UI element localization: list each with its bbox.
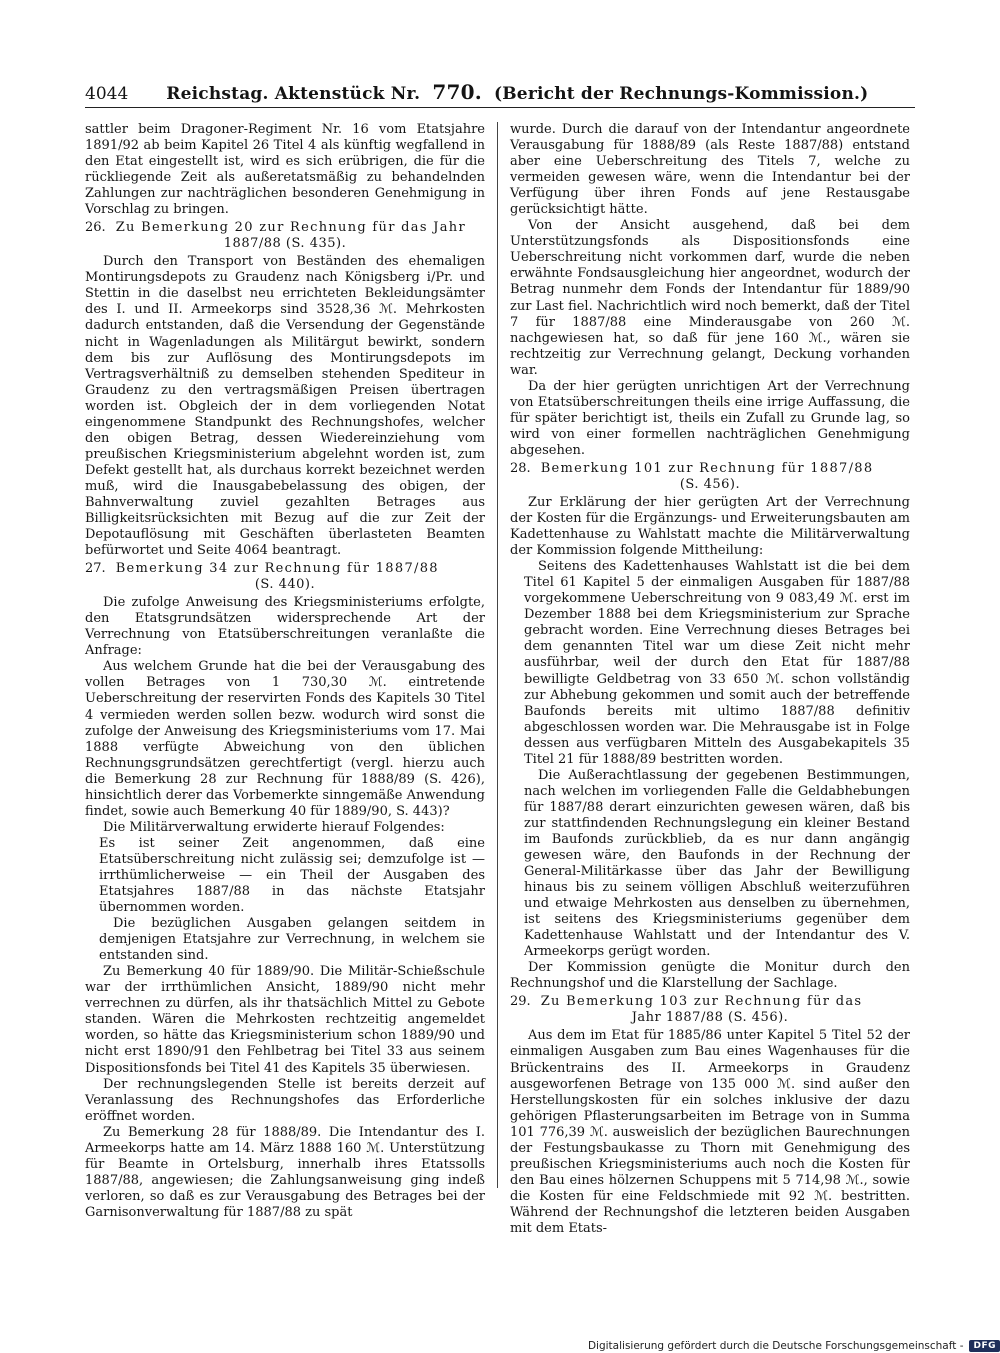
section-title: Bemerkung 101 zur Rechnung für 1887/88 [540, 460, 874, 476]
left-column [85, 122, 485, 1221]
paragraph: Zu Bemerkung 40 für 1889/90. Die Militär-Schießschule war der irrthümlichen Ansicht, 1889/90 nicht mehr verrechnen zu dürfen, als ihr thatsächlich Mittel zu Gebote standen. Wären die Mehrkosten rechtzeitig angemeldet worden, so hätte das Kriegsministerium schon 1889/90 und nicht erst 1890/91 den Fehlbetrag bei Titel 33 aus seinem Dispositionsfonds bei Titel 41 des Kapitels 35 überwiesen. [85, 964, 485, 1076]
section-heading-29 [510, 994, 910, 1026]
section-subtitle: (S. 456). [679, 476, 741, 492]
quoted-paragraph: Die Außerachtlassung der gegebenen Bestimmungen, nach welchen im vorliegenden Falle die Geldabhebungen für 1887/88 derart einzurichten gewesen wären, daß bis zur stattfindenden Rechnungslegung ein kleiner Bestand im Baufonds zurückblieb, da es nur dann angängig gewesen wäre, den Baufonds in der Rechnung der General-Militärkasse über das Jahr der Bewilligung hinaus bis zu seinem völligen Abschluß weiterzuführen und etwaige Mehrkosten aus denselben zu übernehmen, ist seitens des Kriegsministeriums gegenüber dem Kadettenhause Wahlstatt und der Intendantur des V. Armeekorps gerügt worden. [524, 767, 910, 960]
section-heading-28 [510, 461, 910, 493]
running-title [166, 80, 868, 104]
section-heading-27 [85, 561, 485, 593]
section-title: Zu Bemerkung 103 zur Rechnung für das [540, 994, 863, 1010]
section-heading-26 [85, 220, 485, 252]
header-rule [85, 107, 915, 108]
page-number: 4044 [85, 84, 129, 104]
paragraph: Da der hier gerügten unrichtigen Art der Verrechnung von Etatsüberschreitungen theils eine irrige Auffassung, die für später berichtigt ist, theils ein Zufall zu Grunde lag, so wird von einer formellen nachträglichen Genehmigung abgesehen. [510, 378, 910, 458]
section-subtitle: Jahr 1887/88 (S. 456). [631, 1010, 789, 1026]
paragraph: Aus dem im Etat für 1885/86 unter Kapitel 5 Titel 52 der einmaligen Ausgaben zum Bau eines Wagenhauses für die Brückentrains des II. Armeekorps in Graudenz ausgeworfenen Betrage von 135 000 ℳ. sind außer den Herstellungskosten für ein solches inklusive der dazu gehörigen Pflasterungsarbeiten im Betrage von in Summa 101 776,39 ℳ. ausweislich der bezüglichen Baurechnungen der Festungsbaukasse zu Thorn mit Genehmigung des preußischen Kriegsministeriums auch noch die Kosten für den Bau eines hölzernen Schuppens mit 5 714,98 ℳ., sowie die Kosten für eine Feldschmiede mit 92 ℳ. bestritten. Während der Rechnungshof die letzteren beiden Ausgaben mit dem Etats- [510, 1028, 910, 1236]
credit-text: Digitalisierung gefördert durch die Deutsche Forschungsgemeinschaft - [587, 1339, 964, 1352]
paragraph: Durch den Transport von Beständen des ehemaligen Montirungsdepots zu Graudenz nach Königsberg i/Pr. und Stettin in die daselbst neu errichteten Bekleidungsämter des I. und II. Armeekorps sind 3528,36 ℳ. Mehrkosten dadurch entstanden, daß die Versendung der Gegenstände nicht in Wagenladungen als Militärgut bewirkt, sondern dem bis zur Auflösung des Montirungsdepots im Vertragsverhältniß zu demselben stehenden Spediteur in Graudenz zu den vertragsmäßigen Preisen übertragen worden ist. Obgleich der in dem vorliegenden Notat eingenommene Standpunkt des Rechnungshofes, welcher den obigen Betrag, dessen Wiedereinziehung vom preußischen Kriegsministerium abgelehnt worden ist, zum Defekt gestellt hat, als durchaus korrekt bezeichnet werden muß, wird die Inausgabebelassung des obigen, der Bahnverwaltung zuviel gezahlten Betrages aus Billigkeitsrücksichten mit Bezug auf die zur Zeit der Depotauflösung mit Geschäften überlasteten Beamten befürwortet und Seite 4064 beantragt. [85, 254, 485, 559]
paragraph: Der Kommission genügte die Monitur durch den Rechnungshof und die Klarstellung der Sachlage. [510, 960, 910, 992]
running-title-a: Reichstag. Aktenstück Nr. [166, 84, 421, 104]
issue-number: 770. [432, 80, 482, 104]
paragraph: sattler beim Dragoner-Regiment Nr. 16 vom Etatsjahre 1891/92 ab beim Kapitel 26 Titel 4 als künftig wegfallend in den Etat eingestellt ist, wird es sich erübrigen, die für die rückliegende Zeit als außeretatsmäßig zu behandelnden Zahlungen zur nachträglichen besonderen Genehmigung in Vorschlag zu bringen. [85, 122, 485, 218]
running-header [85, 80, 915, 106]
paragraph: Von der Ansicht ausgehend, daß bei dem Unterstützungsfonds als Dispositionsfonds eine Ueberschreitung nicht vorkommen darf, wurde die neben erwähnte Fondsausgleichung hier angeordnet, wodurch der Betrag nunmehr dem Fonds der Intendantur für 1889/90 zur Last fiel. Nachrichtlich wird noch bemerkt, daß der Titel 7 für 1887/88 eine Minderausgabe von 260 ℳ. nachgewiesen hat, so daß für jene 160 ℳ., wären sie rechtzeitig zur Verrechnung gelangt, Deckung vorhanden war. [510, 218, 910, 378]
paragraph: Aus welchem Grunde hat die bei der Verausgabung des vollen Betrages von 1 730,30 ℳ. eintretende Ueberschreitung der reservirten Fonds des Kapitels 30 Titel 4 vermieden werden sollen bezw. wodurch wird sonst die zufolge der Anweisung des Kriegsministeriums vom 17. Mai 1888 verfügte Abweichung von den üblichen Rechnungsgrundsätzen gerechtfertigt (vergl. hierzu auch die Bemerkung 28 zur Rechnung für 1888/89 (S. 426), hinsichtlich derer das Vorbemerkte sinngemäße Anwendung findet, sowie auch Bemerkung 40 für 1889/90, S. 443)? [85, 659, 485, 819]
column-divider [497, 122, 498, 1188]
section-title: Bemerkung 34 zur Rechnung für 1887/88 [115, 561, 439, 577]
paragraph: Die Militärverwaltung erwiderte hierauf Folgendes: [103, 819, 445, 835]
quoted-paragraph: Die bezüglichen Ausgaben gelangen seitdem in demjenigen Etatsjahre zur Verrechnung, in welchem sie entstanden sind. [99, 916, 485, 964]
paragraph: wurde. Durch die darauf von der Intendantur angeordnete Verausgabung für 1888/89 (als Reste 1887/88) entstand aber eine Ueberschreitung des Titels 7, welche zu vermeiden gewesen wäre, wenn die Intendantur bei der Verfügung über ihren Fonds auf jene Restausgabe gerücksichtigt hätte. [510, 122, 910, 218]
section-subtitle: (S. 440). [254, 577, 316, 593]
running-title-b: (Bericht der Rechnungs-Kommission.) [494, 84, 869, 104]
paragraph: Zu Bemerkung 28 für 1888/89. Die Intendantur des I. Armeekorps hatte am 14. März 1888 160 ℳ. Unterstützung für Beamte in Ortelsburg, innerhalb ihres Etatssolls 1887/88, angewiesen; die Zahlungsanweisung ging indeß verloren, so daß es zur Verausgabung des Betrages bei der Garnisonverwaltung für 1887/88 zu spät [85, 1124, 485, 1220]
paragraph: Die zufolge Anweisung des Kriegsministeriums erfolgte, den Etatsgrundsätzen widersprechende Art der Verrechnung von Etatsüberschreitungen veranlaßte die Anfrage: [85, 595, 485, 659]
quoted-paragraph: Es ist seiner Zeit angenommen, daß eine Etatsüberschreitung nicht zulässig sei; demzufolge ist — irrthümlicherweise — ein Theil der Ausgaben des Etatsjahres 1887/88 in das nächste Etatsjahr übernommen worden. [99, 835, 485, 916]
paragraph: Der rechnungslegenden Stelle ist bereits derzeit auf Veranlassung des Rechnungshofes das Erforderliche eröffnet worden. [85, 1076, 485, 1124]
section-number: 28. [510, 460, 531, 476]
section-number: 26. [85, 220, 106, 236]
quoted-paragraph: Seitens des Kadettenhauses Wahlstatt ist die bei dem Titel 61 Kapitel 5 der einmaligen Ausgaben für 1887/88 vorgekommene Ueberschreitung von 9 083,49 ℳ. erst im Dezember 1888 bei dem Kriegsministerium zur Sprache gebracht worden. Eine Verrechnung dieses Betrages bei dem genannten Titel war um diese Zeit nicht mehr ausführbar, weil der durch den Etat für 1887/88 bewilligte Geldbetrag von 33 650 ℳ. schon vollständig zur Abhebung gekommen und somit auch der betreffende Baufonds bereits mit ultimo 1887/88 definitiv abgeschlossen worden war. Die Mehrausgabe ist in Folge dessen aus verfügbaren Mitteln des Ausgabekapitels 35 Titel 21 für 1888/89 bestritten worden. [524, 559, 910, 767]
section-subtitle: 1887/88 (S. 435). [223, 236, 347, 252]
section-number: 27. [85, 561, 106, 577]
section-number: 29. [510, 994, 531, 1010]
dfg-logo-icon: DFG [969, 1340, 1000, 1352]
paragraph: Zur Erklärung der hier gerügten Art der Verrechnung der Kosten für die Ergänzungs- und Erweiterungsbauten am Kadettenhause zu Wahlstatt machte die Militärverwaltung der Kommission folgende Mittheilung: [510, 494, 910, 559]
section-title: Zu Bemerkung 20 zur Rechnung für das Jahr [115, 220, 466, 236]
right-column [510, 122, 910, 1237]
digitization-credit [560, 1338, 1000, 1353]
